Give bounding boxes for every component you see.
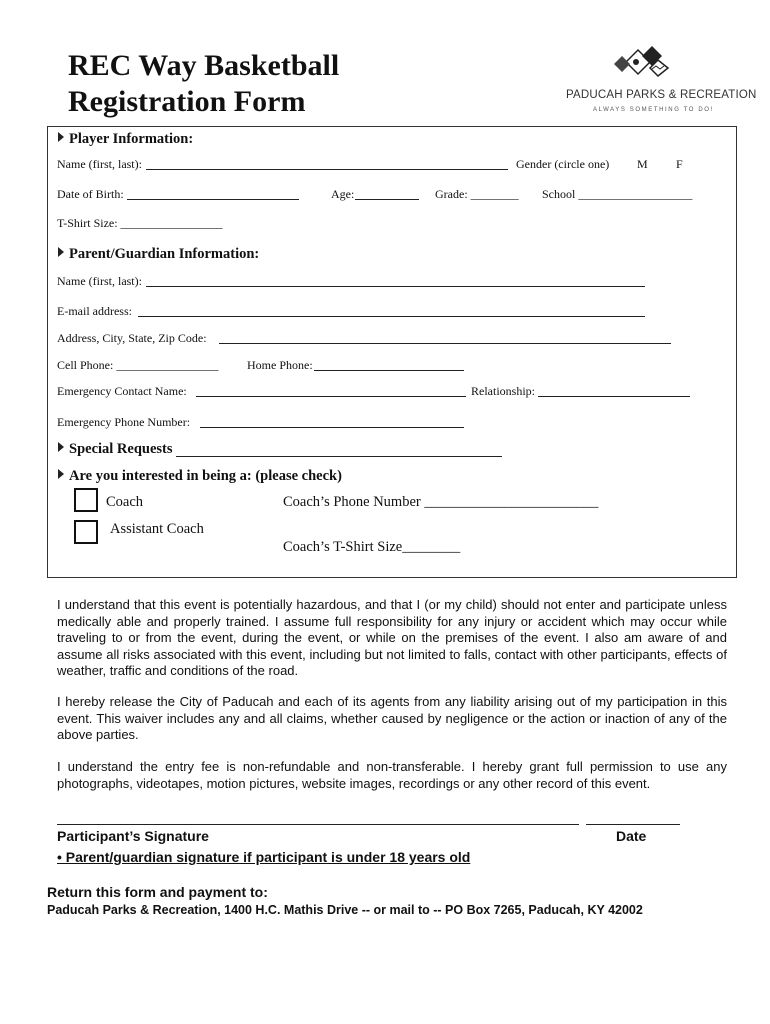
coach-option-label: Coach	[106, 494, 144, 510]
logo-name: PADUCAH PARKS & RECREATION	[566, 89, 757, 101]
relationship-field[interactable]	[538, 396, 690, 397]
gender-m-option[interactable]: M	[637, 157, 648, 171]
player-name-label: Name (first, last):	[57, 157, 142, 171]
return-label: Return this form and payment to:	[47, 884, 268, 900]
dob-label: Date of Birth:	[57, 187, 124, 201]
triangle-bullet-icon	[58, 132, 64, 142]
home-phone-label: Home Phone:	[247, 358, 313, 372]
parent-name-label: Name (first, last):	[57, 274, 142, 288]
dob-field[interactable]	[127, 199, 299, 200]
player-name-field[interactable]	[146, 169, 508, 170]
waiver-paragraph-1: I understand that this event is potentially hazardous, and that I (or my child) should not enter and participate unless medically able and properly trained. I assume full responsibility for any injury or accident which may occur while traveling to or from the event, during the event, or while on the premises of the event. I also am aware of and assume all risks associated with this event, including but not limited to falls, contact with other participants, effects of weather, traffic and conditions of the road.	[57, 597, 727, 678]
school-field[interactable]: School ___________________	[542, 187, 693, 201]
coach-checkbox[interactable]	[74, 488, 98, 512]
triangle-bullet-icon	[58, 442, 64, 452]
assistant-coach-checkbox[interactable]	[74, 520, 98, 544]
coach-phone-field[interactable]: Coach’s Phone Number ________________________	[283, 494, 599, 510]
address-field[interactable]	[219, 343, 671, 344]
address-label: Address, City, State, Zip Code:	[57, 331, 207, 345]
special-requests-field[interactable]	[176, 456, 502, 457]
email-field[interactable]	[138, 316, 645, 317]
emergency-name-label: Emergency Contact Name:	[57, 384, 187, 398]
participant-signature-label: Participant’s Signature	[57, 828, 209, 844]
return-address: Paducah Parks & Recreation, 1400 H.C. Mathis Drive -- or mail to -- PO Box 7265, Paducah, KY 42002	[47, 903, 643, 917]
emergency-phone-field[interactable]	[200, 427, 464, 428]
title-line-2: Registration Form	[68, 85, 306, 118]
waiver-paragraph-3: I understand the entry fee is non-refundable and non-transferable. I hereby grant full permission to use any photographs, videotapes, motion pictures, website images, recordings or any other record of this event.	[57, 759, 727, 791]
coach-tshirt-field[interactable]: Coach’s T-Shirt Size________	[283, 539, 461, 555]
age-field[interactable]	[355, 199, 419, 200]
grade-field[interactable]: Grade: ________	[435, 187, 519, 201]
parent-section-heading: Parent/Guardian Information:	[58, 246, 259, 263]
coach-interest-heading: Are you interested in being a: (please check)	[58, 468, 342, 485]
logo-tagline: ALWAYS SOMETHING TO DO!	[593, 107, 714, 113]
title-line-1: REC Way Basketball	[68, 49, 340, 82]
guardian-signature-note: • Parent/guardian signature if participant is under 18 years old	[57, 849, 471, 865]
parent-name-field[interactable]	[146, 286, 645, 287]
triangle-bullet-icon	[58, 469, 64, 479]
emergency-name-field[interactable]	[196, 396, 466, 397]
waiver-paragraph-2: I hereby release the City of Paducah and each of its agents from any liability arising out of my participation in this event. This waiver includes any and all claims, whether caused by negligence or the action or inaction of any of the above parties.	[57, 694, 727, 742]
triangle-bullet-icon	[58, 247, 64, 257]
cell-phone-field[interactable]: Cell Phone: _________________	[57, 358, 219, 372]
player-tshirt-field[interactable]: T-Shirt Size: _________________	[57, 216, 223, 230]
date-label: Date	[616, 828, 647, 844]
special-requests-heading: Special Requests	[58, 441, 173, 458]
email-label: E-mail address:	[57, 304, 132, 318]
signature-date-field[interactable]	[586, 824, 680, 825]
age-label: Age:	[331, 187, 355, 201]
parks-logo-icon	[610, 42, 674, 82]
gender-f-option[interactable]: F	[676, 157, 683, 171]
assistant-coach-option-label: Assistant Coach	[110, 521, 204, 537]
relationship-label: Relationship:	[471, 384, 535, 398]
page-title	[68, 48, 339, 120]
participant-signature-field[interactable]	[57, 824, 579, 825]
player-section-heading: Player Information:	[58, 131, 193, 148]
home-phone-field[interactable]	[314, 370, 464, 371]
emergency-phone-label: Emergency Phone Number:	[57, 415, 191, 429]
gender-label: Gender (circle one)	[516, 157, 610, 171]
